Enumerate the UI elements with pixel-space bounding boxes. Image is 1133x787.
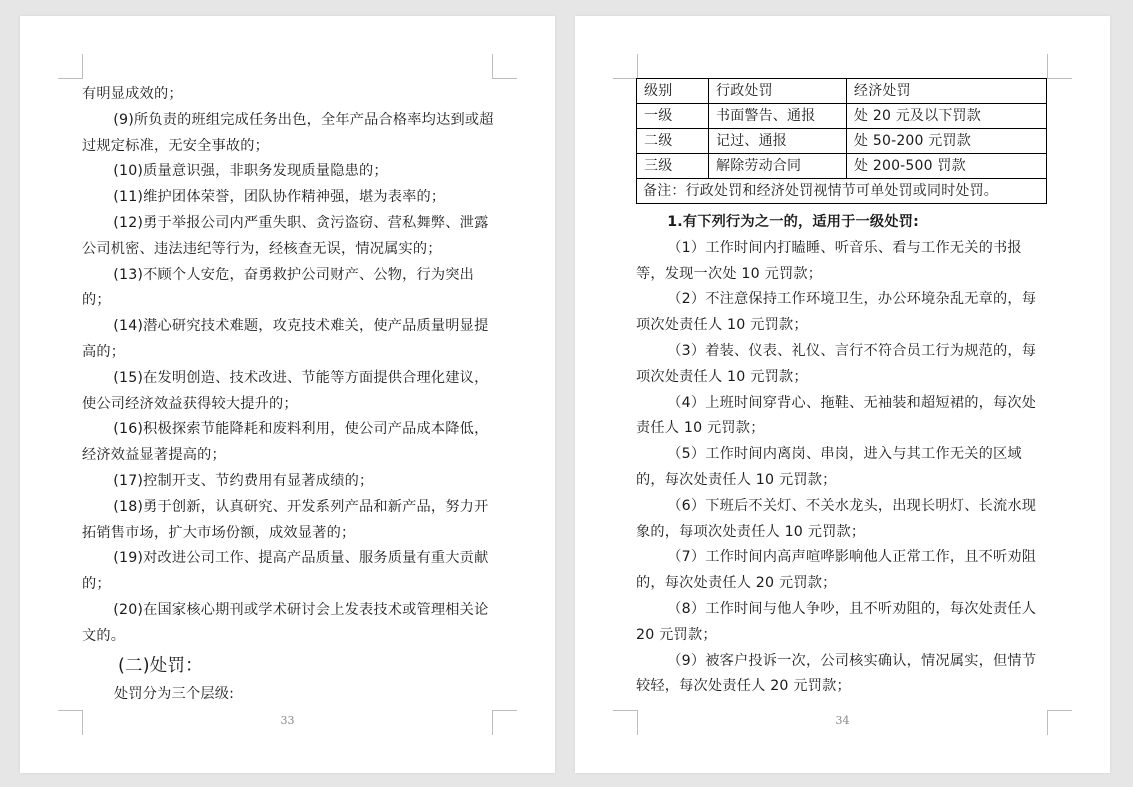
table-row [637, 104, 1047, 129]
paragraph: (17)控制开支、节约费用有显著成绩的； [113, 472, 374, 489]
paragraph: (9)所负责的班组完成任务出色，全年产品合格率均达到或超过规定标准，无安全事故的； [82, 111, 494, 154]
table-header-row [637, 79, 1047, 104]
paragraph: (12)勇于举报公司内严重失职、贪污盗窃、营私舞弊、泄露公司机密、违法违纪等行为，经核查无误，情况属实的； [82, 214, 489, 257]
bold-heading: 1.有下列行为之一的，适用于一级处罚: [667, 214, 919, 230]
paragraph: (19)对改进公司工作、提高产品质量、服务质量有重大贡献的； [82, 550, 489, 593]
table-header-cell: 行政处罚 [709, 79, 847, 104]
table-row [637, 129, 1047, 154]
list-item: （9）被客户投诉一次，公司核实确认，情况属实，但情节较轻，每次处责任人 20 元罚款； [636, 652, 1037, 695]
list-item: （5）工作时间内离岗、串岗，进入与其工作无关的区域的，每次处责任人 10 元罚款； [636, 446, 1022, 488]
crop-mark-top-right [1047, 54, 1072, 79]
table-note-row [637, 179, 1047, 204]
table-cell: 三级 [637, 154, 709, 179]
document-page-right [575, 16, 1110, 773]
table-note: 备注：行政处罚和经济处罚视情节可单处罚或同时处罚。 [637, 179, 1047, 204]
section-heading: (二)处罚： [118, 655, 203, 676]
table-cell: 书面警告、通报 [709, 104, 847, 129]
list-item: （7）工作时间内高声喧哗影响他人正常工作，且不听劝阻的，每次处责任人 20 元罚款； [636, 549, 1037, 592]
table-cell: 记过、通报 [709, 129, 847, 154]
table-cell: 处 50-200 元罚款 [847, 129, 1047, 154]
list-item: （1）工作时间内打瞌睡、听音乐、看与工作无关的书报等，发现一次处 10 元罚款； [636, 239, 1022, 282]
table-cell: 解除劳动合同 [709, 154, 847, 179]
list-item: （8）工作时间与他人争吵，且不听劝阻的，每次处责任人 20 元罚款； [636, 600, 1037, 643]
list-item: （4）上班时间穿背心、拖鞋、无袖装和超短裙的，每次处责任人 10 元罚款； [636, 394, 1037, 437]
paragraph: (18)勇于创新，认真研究、开发系列产品和新产品，努力开拓销售市场，扩大市场份额，成效显著的； [82, 498, 489, 541]
crop-mark-top-left [58, 54, 83, 79]
page-left-body [82, 82, 500, 707]
paragraph: (16)积极探索节能降耗和废料利用，使公司产品成本降低，经济效益显著提高的； [82, 421, 489, 464]
paragraph: (15)在发明创造、技术改进、节能等方面提供合理化建议，使公司经济效益获得较大提升的； [82, 369, 489, 412]
page-number: 33 [280, 714, 295, 727]
paragraph: (10)质量意识强，非职务发现质量隐患的； [113, 163, 388, 180]
list-item: （2）不注意保持工作环境卫生，办公环境杂乱无章的，每项次处责任人 10 元罚款； [636, 291, 1037, 334]
table-header-cell: 级别 [637, 79, 709, 104]
document-page-left [20, 16, 555, 773]
paragraph: 有明显成效的； [82, 86, 183, 102]
table-header-cell: 经济处罚 [847, 79, 1047, 104]
paragraph: (11)维护团体荣誉，团队协作精神强，堪为表率的； [113, 189, 446, 206]
crop-mark-top-left [613, 54, 638, 79]
table-cell: 处 200-500 罚款 [847, 154, 1047, 179]
section-text: 处罚分为三个层级: [114, 685, 235, 702]
table-cell: 一级 [637, 104, 709, 129]
paragraph: (20)在国家核心期刊或学术研讨会上发表技术或管理相关论文的。 [82, 601, 489, 644]
page-number: 34 [835, 714, 850, 727]
punishment-table [636, 78, 1047, 204]
table-cell: 处 20 元及以下罚款 [847, 104, 1047, 129]
paragraph: (13)不顾个人安危，奋勇救护公司财产、公物，行为突出的； [82, 266, 475, 309]
list-item: （6）下班后不关灯、不关水龙头，出现长明灯、长流水现象的，每项次处责任人 10 元罚款； [636, 497, 1037, 540]
table-row [637, 154, 1047, 179]
table-cell: 二级 [637, 129, 709, 154]
paragraph: (14)潜心研究技术难题，攻克技术难关，使产品质量明显提高的； [82, 318, 489, 360]
crop-mark-top-right [492, 54, 517, 79]
list-item: （3）着装、仪表、礼仪、言行不符合员工行为规范的，每项次处责任人 10 元罚款； [636, 342, 1037, 385]
page-right-body [636, 78, 1048, 700]
